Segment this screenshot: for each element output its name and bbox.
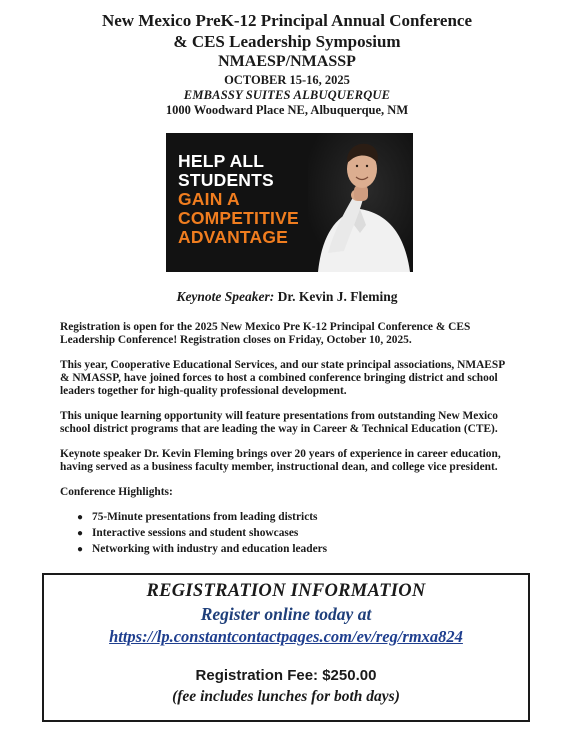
venue-address: 1000 Woodward Place NE, Albuquerque, NM [165, 103, 409, 117]
conference-title-line2: & CES Leadership Symposium [173, 32, 401, 51]
highlights-title: Conference Highlights: [60, 486, 173, 498]
highlight-text: Interactive sessions and student showcases [92, 527, 299, 539]
list-item [60, 511, 515, 524]
body-text [60, 321, 515, 559]
conference-title-line1: New Mexico PreK-12 Principal Annual Conference [101, 11, 472, 30]
banner-line1: HELP ALL [178, 151, 265, 171]
registration-fee: Registration Fee: $250.00 [195, 667, 377, 684]
registration-link[interactable]: https://lp.constantcontactpages.com/ev/reg/rmxa824 [109, 627, 463, 646]
keynote-label: Keynote Speaker: [176, 289, 275, 304]
venue-name: EMBASSY SUITES ALBUQUERQUE [183, 88, 391, 102]
highlight-text: Networking with industry and education leaders [92, 543, 328, 555]
bullet-icon: ● [77, 528, 84, 539]
highlights-list [60, 511, 515, 556]
registration-box [42, 573, 530, 722]
organizations: NMAESP/NMASSP [218, 53, 356, 70]
banner-line2: STUDENTS [178, 170, 274, 190]
keynote-speaker [0, 289, 574, 305]
banner-line3: GAIN A [178, 189, 240, 209]
list-item [60, 543, 515, 556]
opportunity-paragraph: This unique learning opportunity will feature presentations from outstanding New Mexico school district programs that are leading the way in Career & Technical Education (CTE). [60, 410, 498, 435]
speaker-photo [308, 133, 413, 272]
bullet-icon: ● [77, 512, 84, 523]
banner-headline [178, 152, 299, 247]
banner-line4: COMPETITIVE [178, 208, 299, 228]
registration-fee-note: (fee includes lunches for both days) [172, 688, 400, 705]
keynote-name: Dr. Kevin J. Fleming [277, 289, 398, 304]
banner-line5: ADVANTAGE [178, 227, 289, 247]
partnership-paragraph: This year, Cooperative Educational Services, and our state principal associations, NMAESP & NMASSP, have joined forces to host a combined conference bringing district and school leaders together for high-quality professional development. [60, 359, 505, 397]
registration-subtitle: Register online today at [200, 604, 372, 624]
event-dates: OCTOBER 15-16, 2025 [224, 73, 350, 87]
highlight-text: 75-Minute presentations from leading districts [92, 511, 318, 523]
keynote-banner-image [166, 133, 413, 272]
header [0, 10, 574, 118]
bullet-icon: ● [77, 544, 84, 555]
list-item [60, 527, 515, 540]
registration-open-paragraph: Registration is open for the 2025 New Mexico Pre K-12 Principal Conference & CES Leadership Conference! Registration closes on Friday, October 10, 2025. [60, 321, 471, 346]
registration-title: REGISTRATION INFORMATION [146, 581, 426, 601]
keynote-bio-paragraph: Keynote speaker Dr. Kevin Fleming brings over 20 years of experience in career education, having served as a business faculty member, instructional dean, and college vice president. [60, 448, 501, 473]
